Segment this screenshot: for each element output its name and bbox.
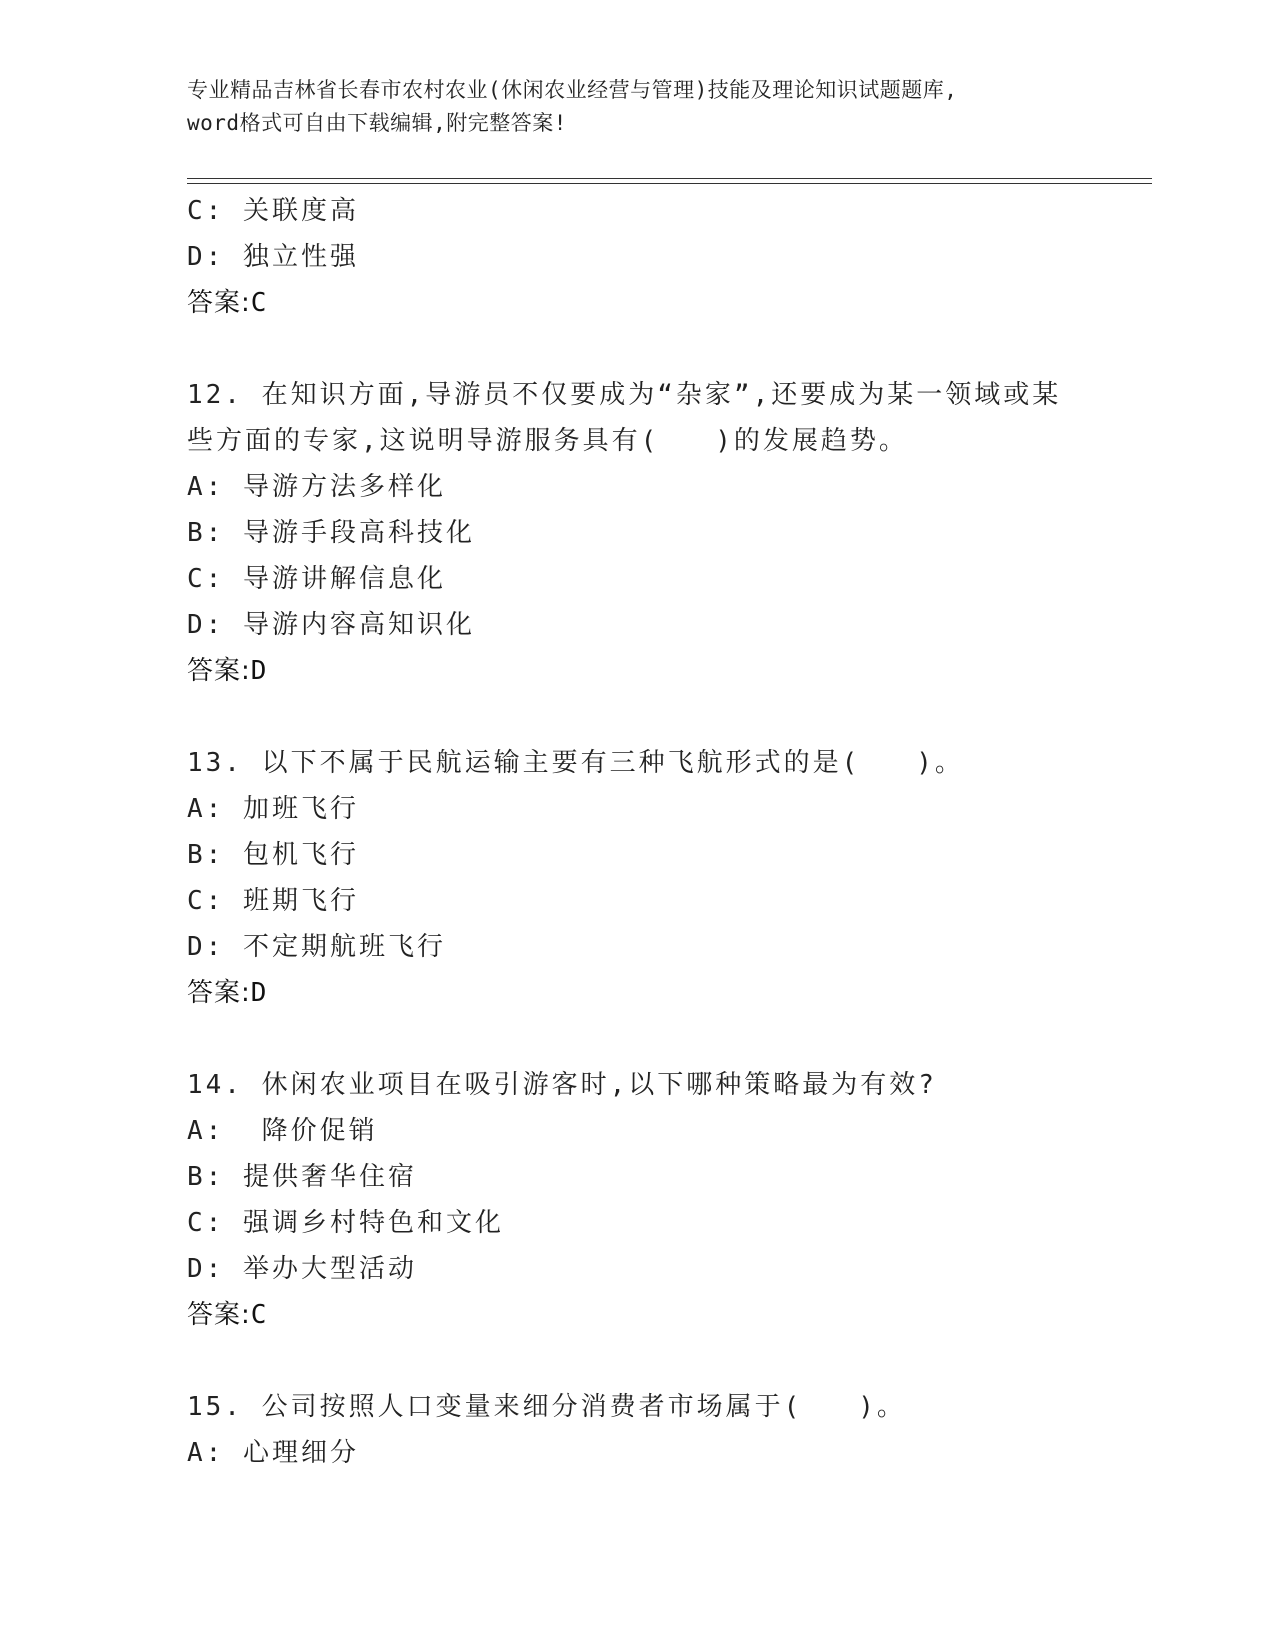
question-13 [187,740,1087,1016]
option-c: C: 关联度高 [187,196,359,226]
option-b: B: 包机飞行 [187,840,359,870]
question-stem-line-1: 12. 在知识方面,导游员不仅要成为“杂家”,还要成为某一领域或某 [187,380,1062,410]
answer-line [187,648,1087,694]
document-header [187,74,1087,140]
option-d: D: 不定期航班飞行 [187,932,446,962]
option-c: C: 班期飞行 [187,886,359,916]
question-14 [187,1062,1087,1338]
option-a: A: 降价促销 [187,1116,378,1146]
header-divider-bottom [187,183,1152,184]
option-d: D: 独立性强 [187,242,359,272]
question-stem-line-2: 些方面的专家,这说明导游服务具有( )的发展趋势。 [187,426,908,456]
option-c: C: 导游讲解信息化 [187,564,446,594]
header-title-line-1: 专业精品吉林省长春市农村农业(休闲农业经营与管理)技能及理论知识试题题库, [187,78,958,102]
document-body [187,188,1087,1476]
answer-label: 答案: [187,978,251,1008]
option-d: D: 举办大型活动 [187,1254,417,1284]
option-b: B: 导游手段高科技化 [187,518,475,548]
option-c: C: 强调乡村特色和文化 [187,1208,504,1238]
answer-label: 答案: [187,288,251,318]
question-11-continued [187,188,1087,326]
question-stem-line-1: 15. 公司按照人口变量来细分消费者市场属于( )。 [187,1392,906,1422]
answer-value: C [250,288,268,318]
answer-value: D [250,978,268,1008]
answer-value: C [250,1300,268,1330]
question-stem-line-1: 14. 休闲农业项目在吸引游客时,以下哪种策略最为有效? [187,1070,937,1100]
answer-line [187,280,1087,326]
question-stem-line-1: 13. 以下不属于民航运输主要有三种飞航形式的是( )。 [187,748,964,778]
option-b: B: 提供奢华住宿 [187,1162,417,1192]
question-12 [187,372,1087,694]
answer-label: 答案: [187,1300,251,1330]
answer-line [187,1292,1087,1338]
question-15 [187,1384,1087,1476]
option-a: A: 心理细分 [187,1438,359,1468]
answer-line [187,970,1087,1016]
option-a: A: 加班飞行 [187,794,359,824]
option-d: D: 导游内容高知识化 [187,610,475,640]
header-title-line-2: word格式可自由下载编辑,附完整答案! [187,111,567,135]
answer-value: D [250,656,268,686]
header-divider-top [187,178,1152,179]
answer-label: 答案: [187,656,251,686]
option-a: A: 导游方法多样化 [187,472,446,502]
